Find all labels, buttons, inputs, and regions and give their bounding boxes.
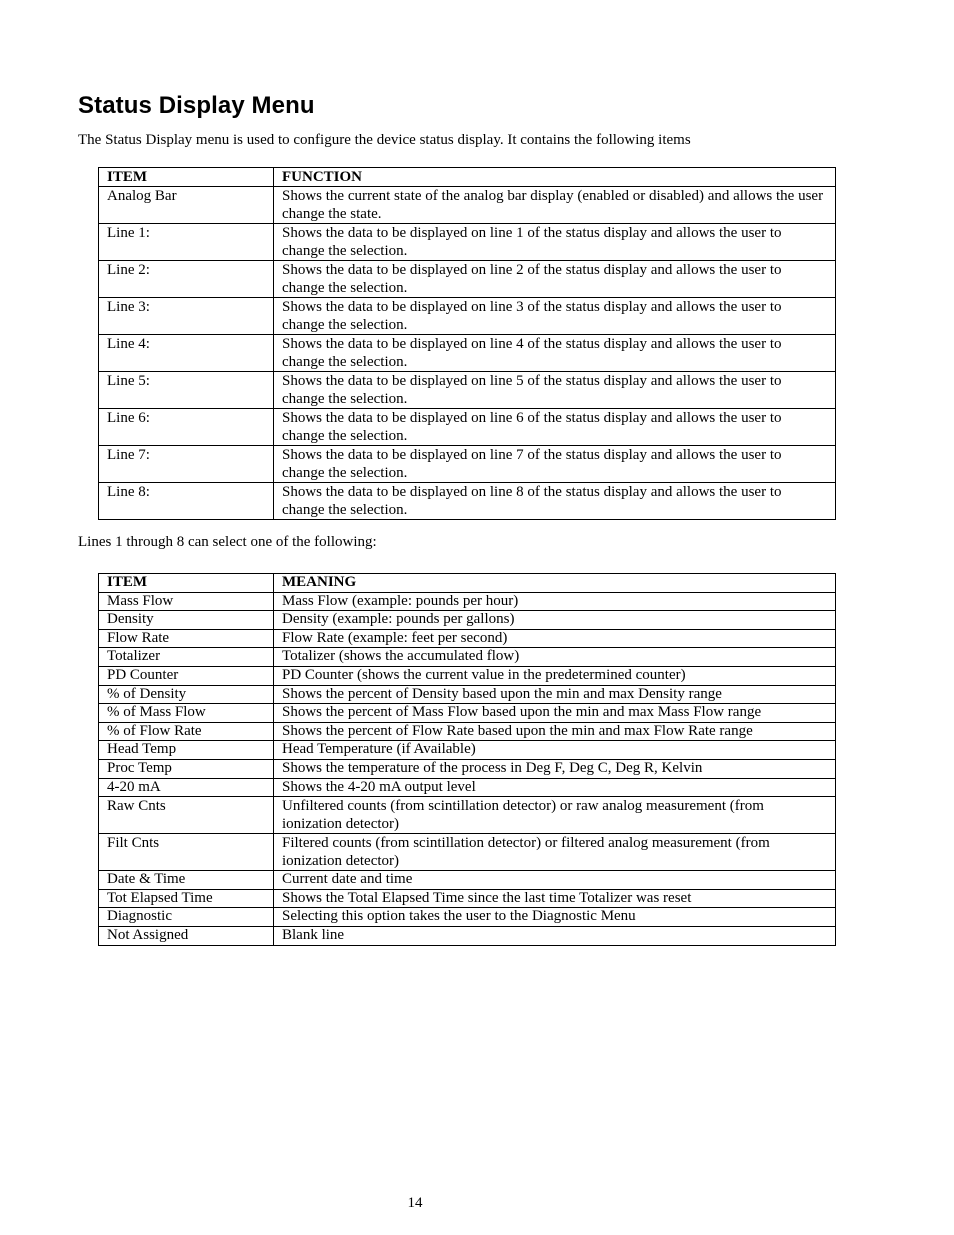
meaning-cell: Unfiltered counts (from scintillation detector) or raw analog measurement (from ionization detector) [274,797,836,834]
meaning-cell: Head Temperature (if Available) [274,741,836,760]
function-cell: Shows the data to be displayed on line 1 of the status display and allows the user to change the selection. [274,224,836,261]
function-cell: Shows the data to be displayed on line 5 of the status display and allows the user to change the selection. [274,372,836,409]
column-header-meaning: MEANING [274,574,836,593]
function-cell: Shows the data to be displayed on line 3 of the status display and allows the user to change the selection. [274,298,836,335]
lines-intro-paragraph: Lines 1 through 8 can select one of the following: [78,534,377,550]
meaning-cell: Shows the percent of Density based upon the min and max Density range [274,685,836,704]
item-cell: 4-20 mA [99,778,274,797]
table-row [99,483,836,520]
function-cell: Shows the data to be displayed on line 4 of the status display and allows the user to change the selection. [274,335,836,372]
item-cell: Diagnostic [99,908,274,927]
meaning-cell: Shows the 4-20 mA output level [274,778,836,797]
item-cell: Flow Rate [99,629,274,648]
table-row [99,446,836,483]
item-cell: Date & Time [99,871,274,890]
item-cell: Head Temp [99,741,274,760]
meaning-cell: Density (example: pounds per gallons) [274,611,836,630]
meaning-cell: Current date and time [274,871,836,890]
function-cell: Shows the data to be displayed on line 7 of the status display and allows the user to change the selection. [274,446,836,483]
table-row [99,741,836,760]
table-row [99,611,836,630]
table-row [99,372,836,409]
meaning-cell: Filtered counts (from scintillation detector) or filtered analog measurement (from ionization detector) [274,834,836,871]
table-row [99,335,836,372]
page-title: Status Display Menu [78,92,315,119]
item-cell: % of Mass Flow [99,704,274,723]
item-cell: % of Density [99,685,274,704]
table-row [99,926,836,945]
table-row [99,187,836,224]
function-cell: Shows the data to be displayed on line 6 of the status display and allows the user to change the selection. [274,409,836,446]
item-cell: % of Flow Rate [99,722,274,741]
table-header-row [99,168,836,187]
function-cell: Shows the current state of the analog bar display (enabled or disabled) and allows the user change the state. [274,187,836,224]
item-cell: Filt Cnts [99,834,274,871]
meaning-cell: Mass Flow (example: pounds per hour) [274,592,836,611]
item-cell: Line 7: [99,446,274,483]
item-cell: Line 8: [99,483,274,520]
meaning-cell: Shows the Total Elapsed Time since the last time Totalizer was reset [274,889,836,908]
column-header-item: ITEM [99,168,274,187]
table-row [99,797,836,834]
item-cell: Line 3: [99,298,274,335]
item-cell: PD Counter [99,666,274,685]
item-cell: Line 4: [99,335,274,372]
meaning-cell: Shows the percent of Flow Rate based upon the min and max Flow Rate range [274,722,836,741]
item-cell: Totalizer [99,648,274,667]
meaning-cell: Shows the temperature of the process in Deg F, Deg C, Deg R, Kelvin [274,759,836,778]
meaning-cell: Blank line [274,926,836,945]
table-row [99,224,836,261]
meaning-cell: PD Counter (shows the current value in the predetermined counter) [274,666,836,685]
table-row [99,871,836,890]
item-cell: Line 1: [99,224,274,261]
page-number: 14 [407,1195,423,1211]
table-row [99,629,836,648]
table-row [99,778,836,797]
table-row [99,261,836,298]
item-cell: Tot Elapsed Time [99,889,274,908]
meaning-cell: Totalizer (shows the accumulated flow) [274,648,836,667]
function-cell: Shows the data to be displayed on line 2 of the status display and allows the user to change the selection. [274,261,836,298]
item-cell: Line 5: [99,372,274,409]
item-cell: Density [99,611,274,630]
item-cell: Proc Temp [99,759,274,778]
table-row [99,908,836,927]
meanings-table [98,573,836,946]
table-row [99,592,836,611]
table-row [99,685,836,704]
table-row [99,648,836,667]
item-cell: Analog Bar [99,187,274,224]
item-cell: Not Assigned [99,926,274,945]
table-row [99,704,836,723]
column-header-item: ITEM [99,574,274,593]
table-row [99,889,836,908]
column-header-function: FUNCTION [274,168,836,187]
table-row [99,666,836,685]
table-row [99,298,836,335]
function-cell: Shows the data to be displayed on line 8 of the status display and allows the user to change the selection. [274,483,836,520]
item-cell: Mass Flow [99,592,274,611]
intro-paragraph: The Status Display menu is used to configure the device status display. It contains the following items [78,132,691,148]
functions-table [98,167,836,520]
meaning-cell: Shows the percent of Mass Flow based upon the min and max Mass Flow range [274,704,836,723]
item-cell: Raw Cnts [99,797,274,834]
table-row [99,759,836,778]
table-row [99,834,836,871]
table-row [99,409,836,446]
item-cell: Line 6: [99,409,274,446]
meaning-cell: Selecting this option takes the user to the Diagnostic Menu [274,908,836,927]
item-cell: Line 2: [99,261,274,298]
table-row [99,722,836,741]
table-header-row [99,574,836,593]
meaning-cell: Flow Rate (example: feet per second) [274,629,836,648]
